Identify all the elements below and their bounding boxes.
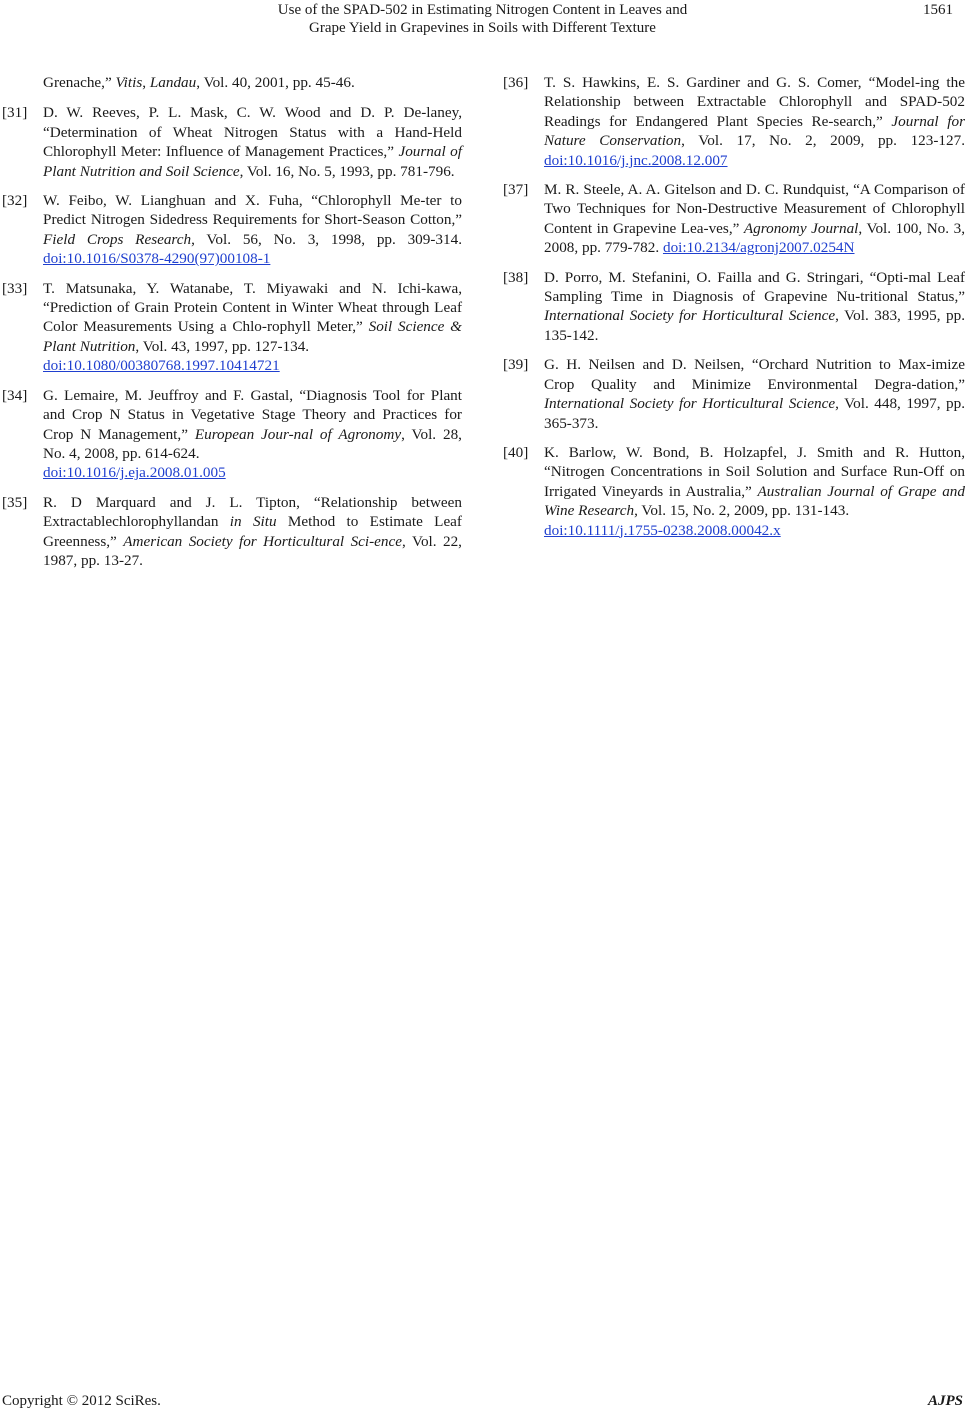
running-title-line-2: Grape Yield in Grapevines in Soils with Different Texture xyxy=(309,20,656,36)
ref-text: , Vol. 448, 1997, pp. 365-373. xyxy=(544,395,965,432)
ref-number: [40] xyxy=(503,443,529,461)
ref-text: D. W. Reeves, P. L. Mask, C. W. Wood and D. P. De-laney, “Determination of Wheat Nitrogen Status with a Hand-Held Chlorophyll Meter: Influence of Management Practices,” xyxy=(43,104,462,161)
ref-text: R. D Marquard and J. L. Tipton, “Relationship between Extractablechlorophyllandan xyxy=(43,493,462,531)
ref-number: [31] xyxy=(2,104,28,122)
ref-number: [37] xyxy=(503,181,529,199)
ref-number: [33] xyxy=(2,279,28,297)
ref-journal: International Society for Horticultural Science xyxy=(544,307,836,325)
reference-36 xyxy=(503,73,965,170)
ref-text: , Vol. 383, 1995, pp. 135-142. xyxy=(544,307,965,344)
reference-32 xyxy=(2,191,462,269)
ref-number: [38] xyxy=(503,268,529,286)
ref-journal: Field Crops Research xyxy=(43,230,192,248)
ref-number: [32] xyxy=(2,192,28,210)
ref-journal: Australian Journal of Grape and Wine Research xyxy=(544,482,965,520)
ref-journal: International Society for Horticultural Science xyxy=(544,395,836,413)
ref-text: , Vol. 17, No. 2, 2009, pp. 123-127. xyxy=(681,132,965,150)
ref-text: , Vol. 40, 2001, pp. 45-46. xyxy=(196,74,355,91)
running-title-line-1: Use of the SPAD-502 in Estimating Nitrogen Content in Leaves and xyxy=(277,2,688,18)
journal-abbreviation: AJPS xyxy=(927,1393,963,1409)
reference-continuation xyxy=(2,73,462,92)
doi-link[interactable]: doi:10.1016/S0378-4290(97)00108-1 xyxy=(43,250,271,268)
ref-text: T. S. Hawkins, E. S. Gardiner and G. S. Comer, “Model-ing the Relationship between Extractable Chlorophyll and SPAD-502 Readings for Endangered Plant Species Re-search,” xyxy=(544,74,965,130)
ref-journal: Soil Science & Plant Nutrition xyxy=(43,318,462,355)
right-column xyxy=(503,73,965,550)
ref-text: G. Lemaire, M. Jeuffroy and F. Gastal, “Diagnosis Tool for Plant and Crop N Status in Vegetative Stage Theory and Practices for Crop N Management,” xyxy=(43,386,462,443)
ref-text: D. Porro, M. Stefanini, O. Failla and G. Stringari, “Opti-mal Leaf Sampling Time in Diagnosis of Grapevine Nu-tritional Status,” xyxy=(544,268,965,306)
reference-40 xyxy=(503,443,965,540)
page-header xyxy=(0,0,965,44)
ref-text: M. R. Steele, A. A. Gitelson and D. C. Rundquist, “A Comparison of Two Techniques for Non-Destructive Measurement of Chlorophyll Content in Grapevine Lea-ves,” xyxy=(544,181,965,237)
page-number: 1561 xyxy=(923,2,953,18)
doi-link[interactable]: doi:10.2134/agronj2007.0254N xyxy=(662,239,855,257)
ref-text: , Vol. 22, 1987, pp. 13-27. xyxy=(43,532,462,569)
ref-text: Grenache,” xyxy=(43,74,116,91)
left-column xyxy=(2,73,462,580)
reference-37 xyxy=(503,180,965,258)
ref-italic: in Situ xyxy=(229,513,277,531)
doi-link[interactable]: doi:10.1111/j.1755-0238.2008.00042.x xyxy=(544,521,781,539)
ref-place: Landau xyxy=(149,74,197,91)
reference-31 xyxy=(2,103,462,181)
ref-journal: European Jour-nal of Agronomy xyxy=(194,425,402,443)
ref-text: , Vol. 16, No. 5, 1993, pp. 781-796. xyxy=(239,162,455,180)
ref-journal: Vitis xyxy=(115,74,143,91)
ref-text: Method to Estimate Leaf Greenness,” xyxy=(43,513,462,550)
ref-text: W. Feibo, W. Lianghuan and X. Fuha, “Chlorophyll Me-ter to Predict Nitrogen Sidedress Requirements for Short-Season Cotton,” xyxy=(43,192,462,229)
reference-39 xyxy=(503,355,965,433)
copyright-notice: Copyright © 2012 SciRes. xyxy=(2,1393,161,1409)
ref-journal: Agronomy Journal xyxy=(743,219,859,237)
doi-link[interactable]: doi:10.1016/j.eja.2008.01.005 xyxy=(43,464,226,482)
page-footer xyxy=(0,1392,965,1414)
ref-text: T. Matsunaka, Y. Watanabe, T. Miyawaki and N. Ichi-kawa, “Prediction of Grain Protein Content in Winter Wheat through Leaf Color Measurements Using a Chlo-rophyll Meter,” xyxy=(43,279,462,336)
reference-34 xyxy=(2,386,462,483)
ref-text: K. Barlow, W. Bond, B. Holzapfel, J. Smith and R. Hutton, “Nitrogen Concentrations in Soil Solution and Surface Run-Off on Irrigated Vineyards in Australia,” xyxy=(544,443,965,500)
ref-number: [36] xyxy=(503,74,529,91)
reference-38 xyxy=(503,268,965,346)
ref-journal: Journal for Nature Conservation xyxy=(544,112,965,150)
ref-text: , Vol. 28, No. 4, 2008, pp. 614-624. xyxy=(43,425,462,462)
doi-link[interactable]: doi:10.1080/00380768.1997.10414721 xyxy=(43,357,280,375)
ref-journal: American Society for Horticultural Sci-ence xyxy=(123,532,402,550)
ref-text: , Vol. 56, No. 3, 1998, pp. 309-314. xyxy=(191,230,462,248)
ref-text: , xyxy=(142,74,150,91)
ref-text: G. H. Neilsen and D. Neilsen, “Orchard Nutrition to Max-imize Crop Quality and Minimize Environmental Degra-dation,” xyxy=(544,356,965,393)
doi-link[interactable]: doi:10.1016/j.jnc.2008.12.007 xyxy=(544,151,728,169)
ref-text: , Vol. 43, 1997, pp. 127-134. xyxy=(135,337,310,355)
ref-text: , Vol. 100, No. 3, 2008, pp. 779-782. xyxy=(544,219,965,257)
ref-number: [34] xyxy=(2,386,28,404)
ref-number: [39] xyxy=(503,356,529,374)
ref-text: , Vol. 15, No. 2, 2009, pp. 131-143. xyxy=(634,502,850,520)
ref-journal: Journal of Plant Nutrition and Soil Science xyxy=(43,143,462,180)
reference-35 xyxy=(2,493,462,571)
reference-33 xyxy=(2,279,462,376)
ref-number: [35] xyxy=(2,493,28,511)
